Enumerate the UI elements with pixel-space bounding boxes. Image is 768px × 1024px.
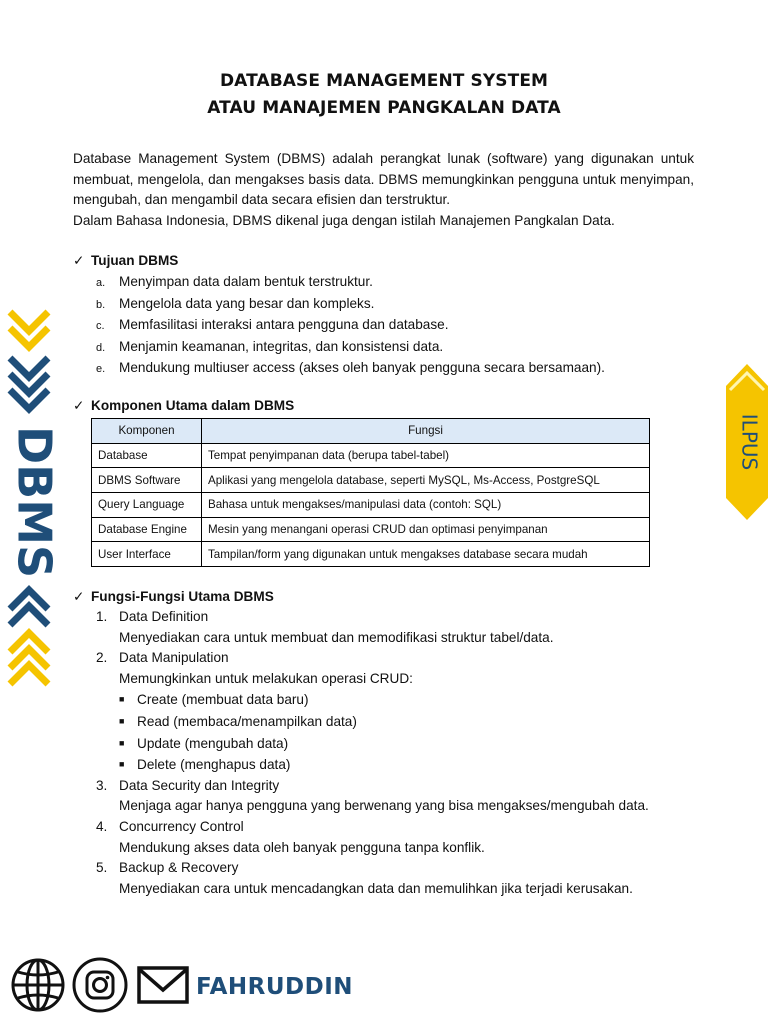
list-item bbox=[96, 607, 649, 648]
list-item-title bbox=[96, 817, 649, 838]
list-item bbox=[96, 294, 605, 316]
list-description: Menjaga agar hanya pengguna yang berwenang yang bisa mengakses/mengubah data. bbox=[119, 798, 649, 814]
sub-list-text: Create (membuat data baru) bbox=[137, 692, 309, 708]
checkmark-icon: ✓ bbox=[73, 398, 85, 413]
sub-list-text: Update (mengubah data) bbox=[137, 735, 289, 751]
table-row bbox=[92, 517, 650, 542]
list-number: 1. bbox=[96, 609, 108, 624]
list-marker: c. bbox=[96, 320, 105, 333]
list-number: 4. bbox=[96, 818, 108, 834]
list-item bbox=[96, 315, 605, 337]
list-marker: b. bbox=[96, 298, 106, 311]
intro-paragraph: Database Management System (DBMS) adalah perangkat lunak (software) yang digunakan untuk membuat, mengelola, dan mengakses basis data. DBMS memungkinkan pengguna untuk menyimpan, mengubah, dan mengambil data secara efisien dan terstruktur. bbox=[73, 151, 694, 207]
table-cell: DBMS Software bbox=[92, 468, 202, 493]
komponen-heading: ✓ Komponen Utama dalam DBMS bbox=[73, 396, 294, 416]
list-description: Menyediakan cara untuk mencadangkan data dan memulihkan jika terjadi kerusakan. bbox=[119, 880, 633, 896]
table-row bbox=[92, 468, 650, 493]
list-text: Mendukung multiuser access (akses oleh banyak pengguna secara bersamaan). bbox=[119, 360, 605, 376]
list-item-title bbox=[96, 858, 649, 879]
list-item bbox=[96, 272, 605, 294]
list-title: Data Manipulation bbox=[119, 650, 229, 666]
table-row bbox=[92, 493, 650, 518]
dbms-logo bbox=[6, 306, 62, 691]
sub-list-item bbox=[119, 689, 649, 711]
sub-list-item bbox=[119, 711, 649, 733]
table-cell: User Interface bbox=[92, 542, 202, 567]
list-item bbox=[96, 358, 605, 380]
square-bullet-icon: ■ bbox=[119, 715, 125, 726]
list-item bbox=[96, 817, 649, 858]
komponen-table bbox=[91, 418, 650, 567]
list-description: Mendukung akses data oleh banyak pengguna tanpa konflik. bbox=[119, 839, 485, 855]
list-marker: a. bbox=[96, 277, 106, 289]
list-description: Menyediakan cara untuk membuat dan memodifikasi struktur tabel/data. bbox=[119, 629, 554, 645]
checkmark-icon: ✓ bbox=[73, 253, 85, 268]
list-item bbox=[96, 858, 649, 899]
table-header-row bbox=[92, 419, 650, 444]
square-bullet-icon: ■ bbox=[119, 737, 125, 748]
table-cell: Tempat penyimpanan data (berupa tabel-tabel) bbox=[202, 443, 650, 468]
table-cell: Bahasa untuk mengakses/manipulasi data (contoh: SQL) bbox=[202, 493, 650, 518]
table-row bbox=[92, 542, 650, 567]
fungsi-heading: ✓ Fungsi-Fungsi Utama DBMS bbox=[73, 587, 274, 607]
intro-paragraph: Dalam Bahasa Indonesia, DBMS dikenal juga dengan istilah Manajemen Pangkalan Data. bbox=[73, 212, 615, 228]
table-header-cell: Komponen bbox=[92, 419, 202, 444]
list-text: Menjamin keamanan, integritas, dan konsistensi data. bbox=[119, 338, 444, 354]
footer bbox=[11, 960, 353, 1014]
table-header-cell: Fungsi bbox=[202, 419, 650, 444]
sub-list-text: Read (membaca/menampilkan data) bbox=[137, 713, 357, 729]
table-cell: Database bbox=[92, 443, 202, 468]
title-line-1: DATABASE MANAGEMENT SYSTEM bbox=[219, 71, 549, 91]
table-cell: Mesin yang menangani operasi CRUD dan optimasi penyimpanan bbox=[202, 517, 650, 542]
title-line-2: ATAU MANAJEMEN PANGKALAN DATA bbox=[207, 98, 561, 118]
ilpus-tab-text: ILPUS bbox=[737, 413, 762, 471]
square-bullet-icon: ■ bbox=[119, 759, 125, 770]
fungsi-list bbox=[96, 607, 649, 899]
mail-icon[interactable] bbox=[137, 966, 189, 1009]
list-text: Mengelola data yang besar dan kompleks. bbox=[119, 295, 375, 311]
table-cell: Query Language bbox=[92, 493, 202, 518]
sub-list-text: Delete (menghapus data) bbox=[137, 757, 291, 773]
list-item bbox=[96, 337, 605, 359]
list-item bbox=[96, 648, 649, 776]
checkmark-icon: ✓ bbox=[73, 589, 85, 604]
list-number: 3. bbox=[96, 777, 108, 793]
table-cell: Aplikasi yang mengelola database, seperti MySQL, Ms-Access, PostgreSQL bbox=[202, 468, 650, 493]
intro-text bbox=[73, 149, 694, 231]
list-marker: e. bbox=[96, 363, 106, 376]
dbms-logo-text: DBMS bbox=[7, 426, 62, 579]
list-number: 5. bbox=[96, 860, 108, 876]
sub-list bbox=[96, 689, 649, 775]
list-item-title bbox=[96, 607, 649, 628]
list-item-title bbox=[96, 648, 649, 669]
tujuan-heading: ✓ Tujuan DBMS bbox=[73, 251, 178, 271]
table-cell: Database Engine bbox=[92, 517, 202, 542]
globe-icon[interactable] bbox=[11, 958, 65, 1017]
list-text: Menyimpan data dalam bentuk terstruktur. bbox=[119, 274, 373, 289]
list-item bbox=[96, 776, 649, 817]
author-name: FAHRUDDIN bbox=[196, 974, 353, 1000]
sub-list-item bbox=[119, 733, 649, 755]
list-marker: d. bbox=[96, 341, 106, 354]
square-bullet-icon: ■ bbox=[119, 694, 125, 705]
document-title bbox=[0, 68, 768, 122]
table-cell: Tampilan/form yang digunakan untuk mengakses database secara mudah bbox=[202, 542, 650, 567]
instagram-icon[interactable] bbox=[71, 958, 129, 1017]
list-title: Data Definition bbox=[119, 609, 209, 624]
list-description: Memungkinkan untuk melakukan operasi CRUD: bbox=[119, 670, 413, 686]
list-title: Concurrency Control bbox=[119, 818, 244, 834]
list-text: Memfasilitasi interaksi antara pengguna dan database. bbox=[119, 317, 449, 333]
tujuan-list bbox=[96, 272, 605, 380]
list-title: Backup & Recovery bbox=[119, 860, 239, 876]
list-title: Data Security dan Integrity bbox=[119, 777, 280, 793]
list-number: 2. bbox=[96, 650, 108, 666]
sub-list-item bbox=[119, 754, 649, 776]
list-item-title bbox=[96, 776, 649, 797]
table-row bbox=[92, 443, 650, 468]
ilpus-tab bbox=[726, 364, 768, 525]
